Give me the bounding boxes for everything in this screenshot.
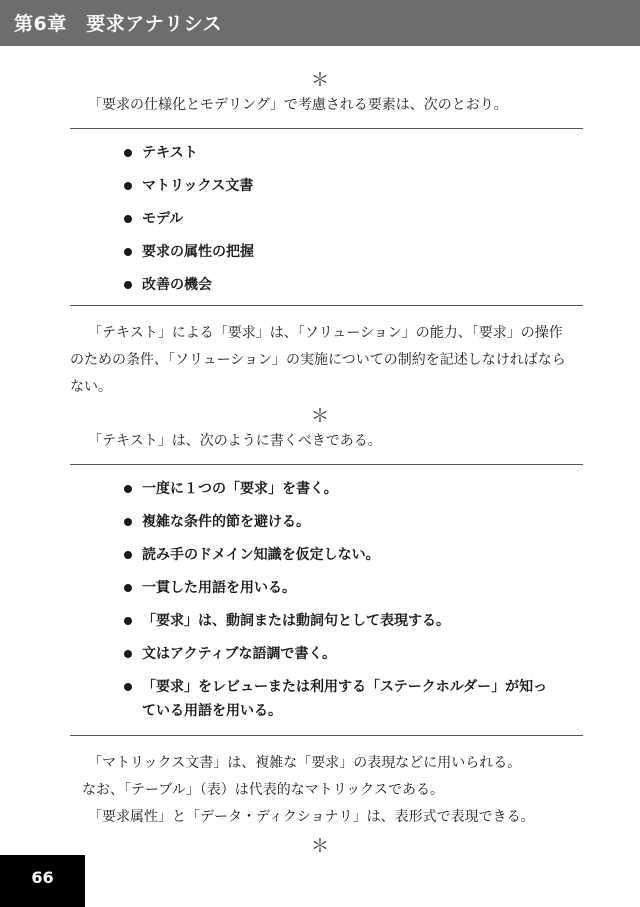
separator-asterisk: ＊ [311,70,329,91]
list-item: 「要求」は、動詞または動詞句として表現する。 [124,610,547,643]
section2-intro: 「テキスト」は、次のように書くべきである。 [88,433,382,449]
rule-bottom-1 [70,305,583,306]
list-item: 一貫した用語を用いる。 [124,577,547,610]
writing-rules-list [124,478,547,730]
page-number: 66 [31,868,54,887]
list-item-line: ている用語を用いる。 [142,703,282,719]
list-item: 改善の機会 [124,274,254,298]
separator-asterisk: ＊ [311,406,329,427]
rule-top-1 [70,128,583,129]
section3-line: 「要求属性」と「データ・ディクショナリ」は、表形式で表現できる。 [88,809,535,825]
rule-bottom-2 [70,735,583,736]
section3-line: 「マトリックス文書」は、複雑な「要求」の表現などに用いられる。 [88,755,522,771]
chapter-title: 第6章 要求アナリシス [14,13,223,35]
rule-top-2 [70,464,583,465]
separator-asterisk: ＊ [311,836,329,857]
paragraph-line: ない。 [70,379,112,395]
page-number-box [0,855,85,907]
list-item: 要求の属性の把握 [124,241,254,274]
list-item: テキスト [124,142,254,175]
elements-list [124,142,254,298]
list-item-line: 「要求」をレビューまたは利用する「ステークホルダー」が知っ [142,679,548,695]
list-item: 複雑な条件的節を避ける。 [124,511,547,544]
section3-line: なお、「テーブル」（表）は代表的なマトリックスである。 [82,782,445,798]
list-item: マトリックス文書 [124,175,254,208]
list-item: モデル [124,208,254,241]
paragraph-line: 「テキスト」による「要求」は、「ソリューション」の能力、「要求」の操作 [88,325,563,341]
list-item: 一度に１つの「要求」を書く。 [124,478,547,511]
section1-intro: 「要求の仕様化とモデリング」で考慮される要素は、次のとおり。 [88,97,508,113]
paragraph-line: のための条件、「ソリューション」の実施についての制約を記述しなければなら [70,352,566,368]
list-item: 文はアクティブな語調で書く。 [124,643,547,676]
list-item: 読み手のドメイン知識を仮定しない。 [124,544,547,577]
chapter-header [0,0,640,46]
list-item [124,676,547,730]
